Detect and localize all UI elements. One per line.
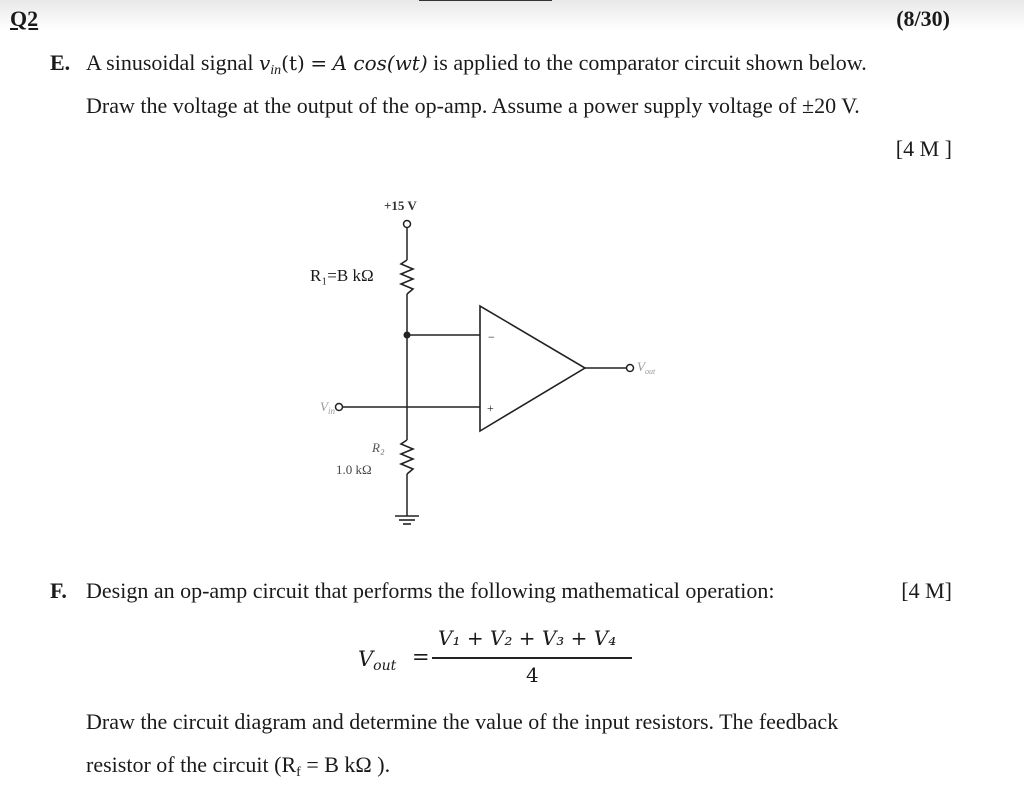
top-rule [419, 0, 552, 1]
comparator-circuit [290, 188, 710, 538]
part-e-marks: [4 M ] [895, 136, 952, 161]
part-f-line2: resistor of the circuit (Rf = B kΩ ). [86, 752, 391, 780]
fraction-bar [432, 657, 632, 659]
top-shade [0, 0, 1024, 30]
part-f-label: F. [50, 578, 67, 603]
part-e-line1-before: A sinusoidal signal [86, 50, 259, 75]
vin-terminal [336, 404, 343, 411]
vout-terminal [627, 365, 634, 372]
part-e-line2: Draw the voltage at the output of the op-amp. Assume a power supply voltage of ±20 V. [86, 93, 860, 118]
equation-equals: = [412, 645, 430, 669]
equation-lhs: $V_{out}$ [358, 647, 397, 674]
part-e-line1-after: is applied to the comparator circuit shown below. [427, 50, 867, 75]
vin-symbol: v [258, 51, 271, 75]
ground-icon [395, 516, 419, 524]
equation-denominator: 4 [526, 663, 539, 687]
vin-sub: in [270, 63, 282, 78]
supply-terminal [404, 221, 411, 228]
eq-sign: = [310, 51, 328, 75]
question-marks: (8/30) [896, 6, 950, 31]
vout-label: $V_{out}$ [637, 359, 656, 376]
part-e-label: E. [50, 50, 71, 75]
part-f-line1: Draw the circuit diagram and determine the value of the input resistors. The feedback [86, 709, 839, 734]
noninverting-sign: + [487, 401, 494, 415]
op-amp [480, 306, 585, 431]
vin-label: $V_{in}$ [320, 399, 335, 416]
r1-label: R₁=B kΩ [310, 266, 374, 285]
vin-arg: (t) [281, 51, 305, 75]
part-f-text: Design an op-amp circuit that performs the following mathematical operation: [86, 578, 775, 603]
r2-resistor [401, 440, 413, 474]
inverting-sign: − [488, 330, 495, 344]
part-f-marks: [4 M] [901, 578, 952, 603]
vin-expr: A cos(wt) [332, 51, 428, 75]
part-e-line1 [86, 50, 867, 79]
r1-resistor [401, 260, 413, 294]
question-number: Q2 [10, 6, 39, 31]
r2-value: 1.0 kΩ [336, 462, 372, 477]
equation-numerator: V₁ + V₂ + V₃ + V₄ [438, 626, 617, 650]
supply-label: +15 V [384, 198, 417, 213]
r2-label: R₂ [372, 440, 385, 455]
